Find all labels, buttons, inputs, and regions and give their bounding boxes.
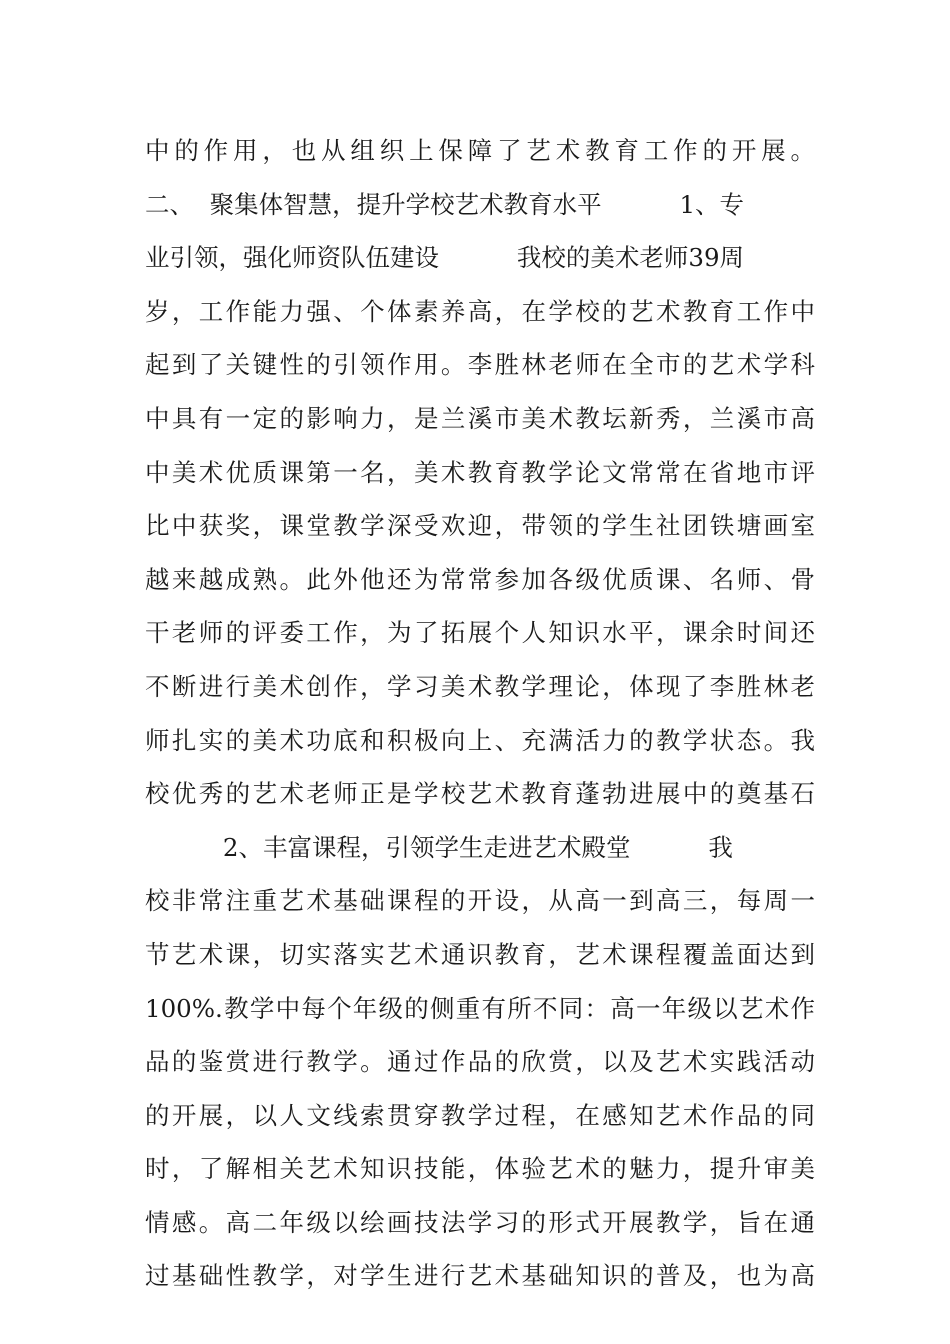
text-line: 节艺术课，切实落实艺术通识教育，艺术课程覆盖面达到	[145, 939, 815, 969]
text-line: 二、 聚集体智慧，提升学校艺术教育水平 1、专	[145, 189, 745, 219]
text-line: 校非常注重艺术基础课程的开设，从高一到高三，每周一	[145, 886, 815, 916]
text-line: 品的鉴赏进行教学。通过作品的欣赏，以及艺术实践活动	[145, 1047, 815, 1077]
text-line: 2、丰富课程，引领学生走进艺术殿堂 我	[145, 832, 733, 862]
text-line: 不断进行美术创作，学习美术教学理论，体现了李胜林老	[145, 671, 815, 701]
text-line: 业引领，强化师资队伍建设 我校的美术老师39周	[145, 243, 745, 273]
text-line: 时，了解相关艺术知识技能，体验艺术的魅力，提升审美	[145, 1154, 815, 1184]
text-line: 过基础性教学，对学生进行艺术基础知识的普及，也为高	[145, 1261, 815, 1291]
text-line: 中美术优质课第一名，美术教育教学论文常常在省地市评	[145, 457, 815, 487]
text-line: 的开展，以人文线索贯穿教学过程，在感知艺术作品的同	[145, 1100, 815, 1130]
text-line: 越来越成熟。此外他还为常常参加各级优质课、名师、骨	[145, 564, 815, 594]
text-line: 岁，工作能力强、个体素养高，在学校的艺术教育工作中	[145, 296, 815, 326]
text-line: 起到了关键性的引领作用。李胜林老师在全市的艺术学科	[145, 350, 815, 380]
body-text	[145, 124, 815, 1303]
text-line: 中具有一定的影响力，是兰溪市美术教坛新秀，兰溪市高	[145, 403, 815, 433]
text-line: 师扎实的美术功底和积极向上、充满活力的教学状态。我	[145, 725, 815, 755]
text-line: 比中获奖，课堂教学深受欢迎，带领的学生社团铁塘画室	[145, 511, 815, 541]
text-line: 校优秀的艺术老师正是学校艺术教育蓬勃进展中的奠基石	[145, 779, 815, 809]
text-line: 干老师的评委工作，为了拓展个人知识水平，课余时间还	[145, 618, 815, 648]
text-line: 情感。高二年级以绘画技法学习的形式开展教学，旨在通	[145, 1207, 815, 1237]
text-line: 中的作用，也从组织上保障了艺术教育工作的开展。	[145, 136, 815, 165]
text-line: 100%.教学中每个年级的侧重有所不同：高一年级以艺术作	[145, 993, 815, 1023]
